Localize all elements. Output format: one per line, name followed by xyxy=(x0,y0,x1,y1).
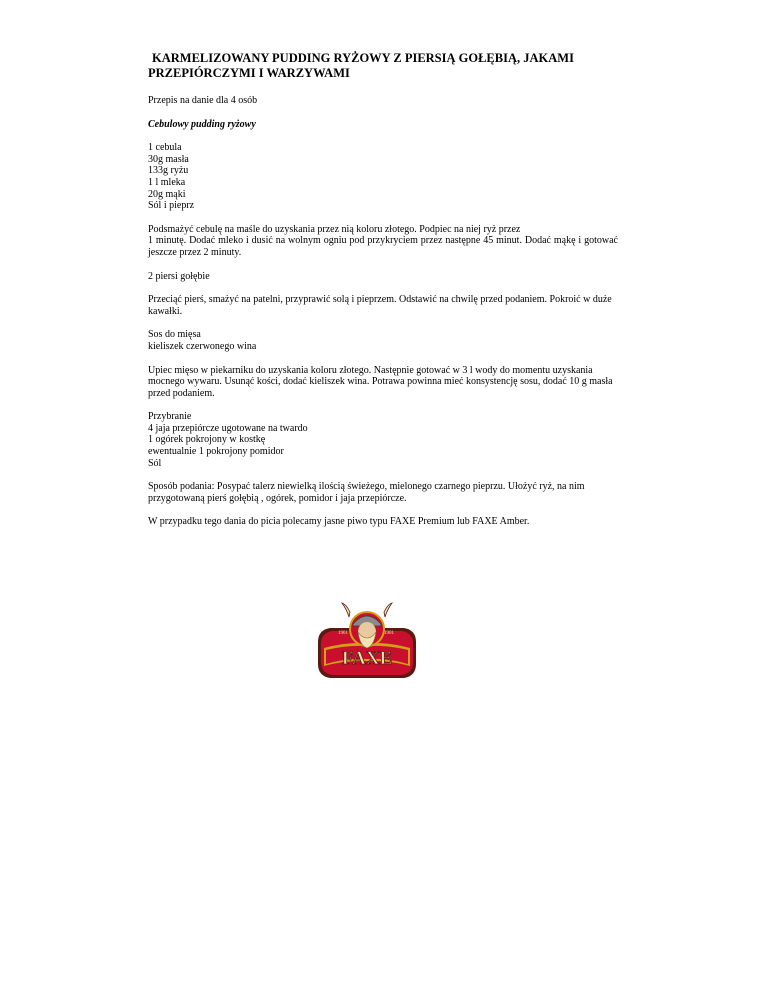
servings-text: Przepis na danie dla 4 osób xyxy=(148,95,258,106)
sauce-ingredients-list xyxy=(148,329,618,352)
ingredient-line: 1 cebula xyxy=(148,142,182,154)
ingredient-line: Sos do mięsa xyxy=(148,329,201,341)
step-line: Podsmażyć cebulę na maśle do uzyskania przez nią koloru złotego. Podpiec na niej ryż przez xyxy=(148,223,521,235)
ingredient-line: Sól xyxy=(148,457,162,469)
ingredient-line: 20g mąki xyxy=(148,188,186,200)
ingredient-line: 1 ogórek pokrojony w kostkę xyxy=(148,434,266,446)
logo-horn-left xyxy=(342,603,350,617)
ingredient-line: Sól i pieprz xyxy=(148,200,195,212)
ingredient-line: 1 l mleka xyxy=(148,176,186,188)
section-heading-pudding: Cebulowy pudding ryżowy xyxy=(148,118,256,130)
recipe-title-line-2: PRZEPIÓRCZYMI I WARZYWAMI xyxy=(148,66,350,80)
faxe-logo xyxy=(316,602,418,684)
pigeon-steps: Przeciąć pierś, smażyć na patelni, przyprawić solą i pieprzem. Odstawić na chwilę przed podaniem. Pokroić w duże kawałki. xyxy=(148,294,612,317)
step-line: 1 minutę. Dodać mleko i dusić na wolnym ogniu pod przykryciem przez następne 45 minut. Dodać mąkę i gotować jeszcze przez 2 minuty. xyxy=(148,235,618,258)
pudding-steps xyxy=(148,224,618,259)
pudding-ingredients-list xyxy=(148,142,618,212)
ingredient-line: 4 jaja przepiórcze ugotowane na twardo xyxy=(148,422,308,434)
ingredient-line: ewentualnie 1 pokrojony pomidor xyxy=(148,446,284,458)
recipe-title xyxy=(148,51,618,81)
serving-instructions: Sposób podania: Posypać talerz niewielką ilością świeżego, mielonego czarnego pieprzu. Ułożyć ryż, na nim przygotowaną pierś gołębią , ogórek, pomidor i jaja przepiórcze. xyxy=(148,481,585,504)
ingredient-line: kieliszek czerwonego wina xyxy=(148,340,257,352)
logo-year-right: 1901 xyxy=(384,631,394,636)
logo-horn-right xyxy=(384,603,392,617)
ingredient-line: 30g masła xyxy=(148,153,189,165)
faxe-logo-graphic xyxy=(316,602,418,684)
document-page xyxy=(148,51,618,540)
ingredient-line: 133g ryżu xyxy=(148,165,189,177)
ingredient-line: Przybranie xyxy=(148,411,192,423)
sauce-steps: Upiec mięso w piekarniku do uzyskania koloru złotego. Następnie gotować w 3 l wody do momentu uzyskania mocnego wywaru. Usunąć kości, dodać kieliszek wina. Potrawa powinna mieć konsystencję sosu, dodać 10 g masła przed podaniem. xyxy=(148,364,613,399)
recipe-title-line-1: KARMELIZOWANY PUDDING RYŻOWY Z PIERSIĄ GOŁĘBIĄ, JAKAMI xyxy=(152,51,574,65)
logo-year-left: 1901 xyxy=(338,631,348,636)
pigeon-ingredient: 2 piersi gołębie xyxy=(148,270,210,282)
beer-pairing: W przypadku tego dania do picia polecamy jasne piwo typu FAXE Premium lub FAXE Amber. xyxy=(148,516,530,528)
logo-wordmark: FAXE xyxy=(341,648,393,669)
garnish-ingredients-list xyxy=(148,411,618,469)
